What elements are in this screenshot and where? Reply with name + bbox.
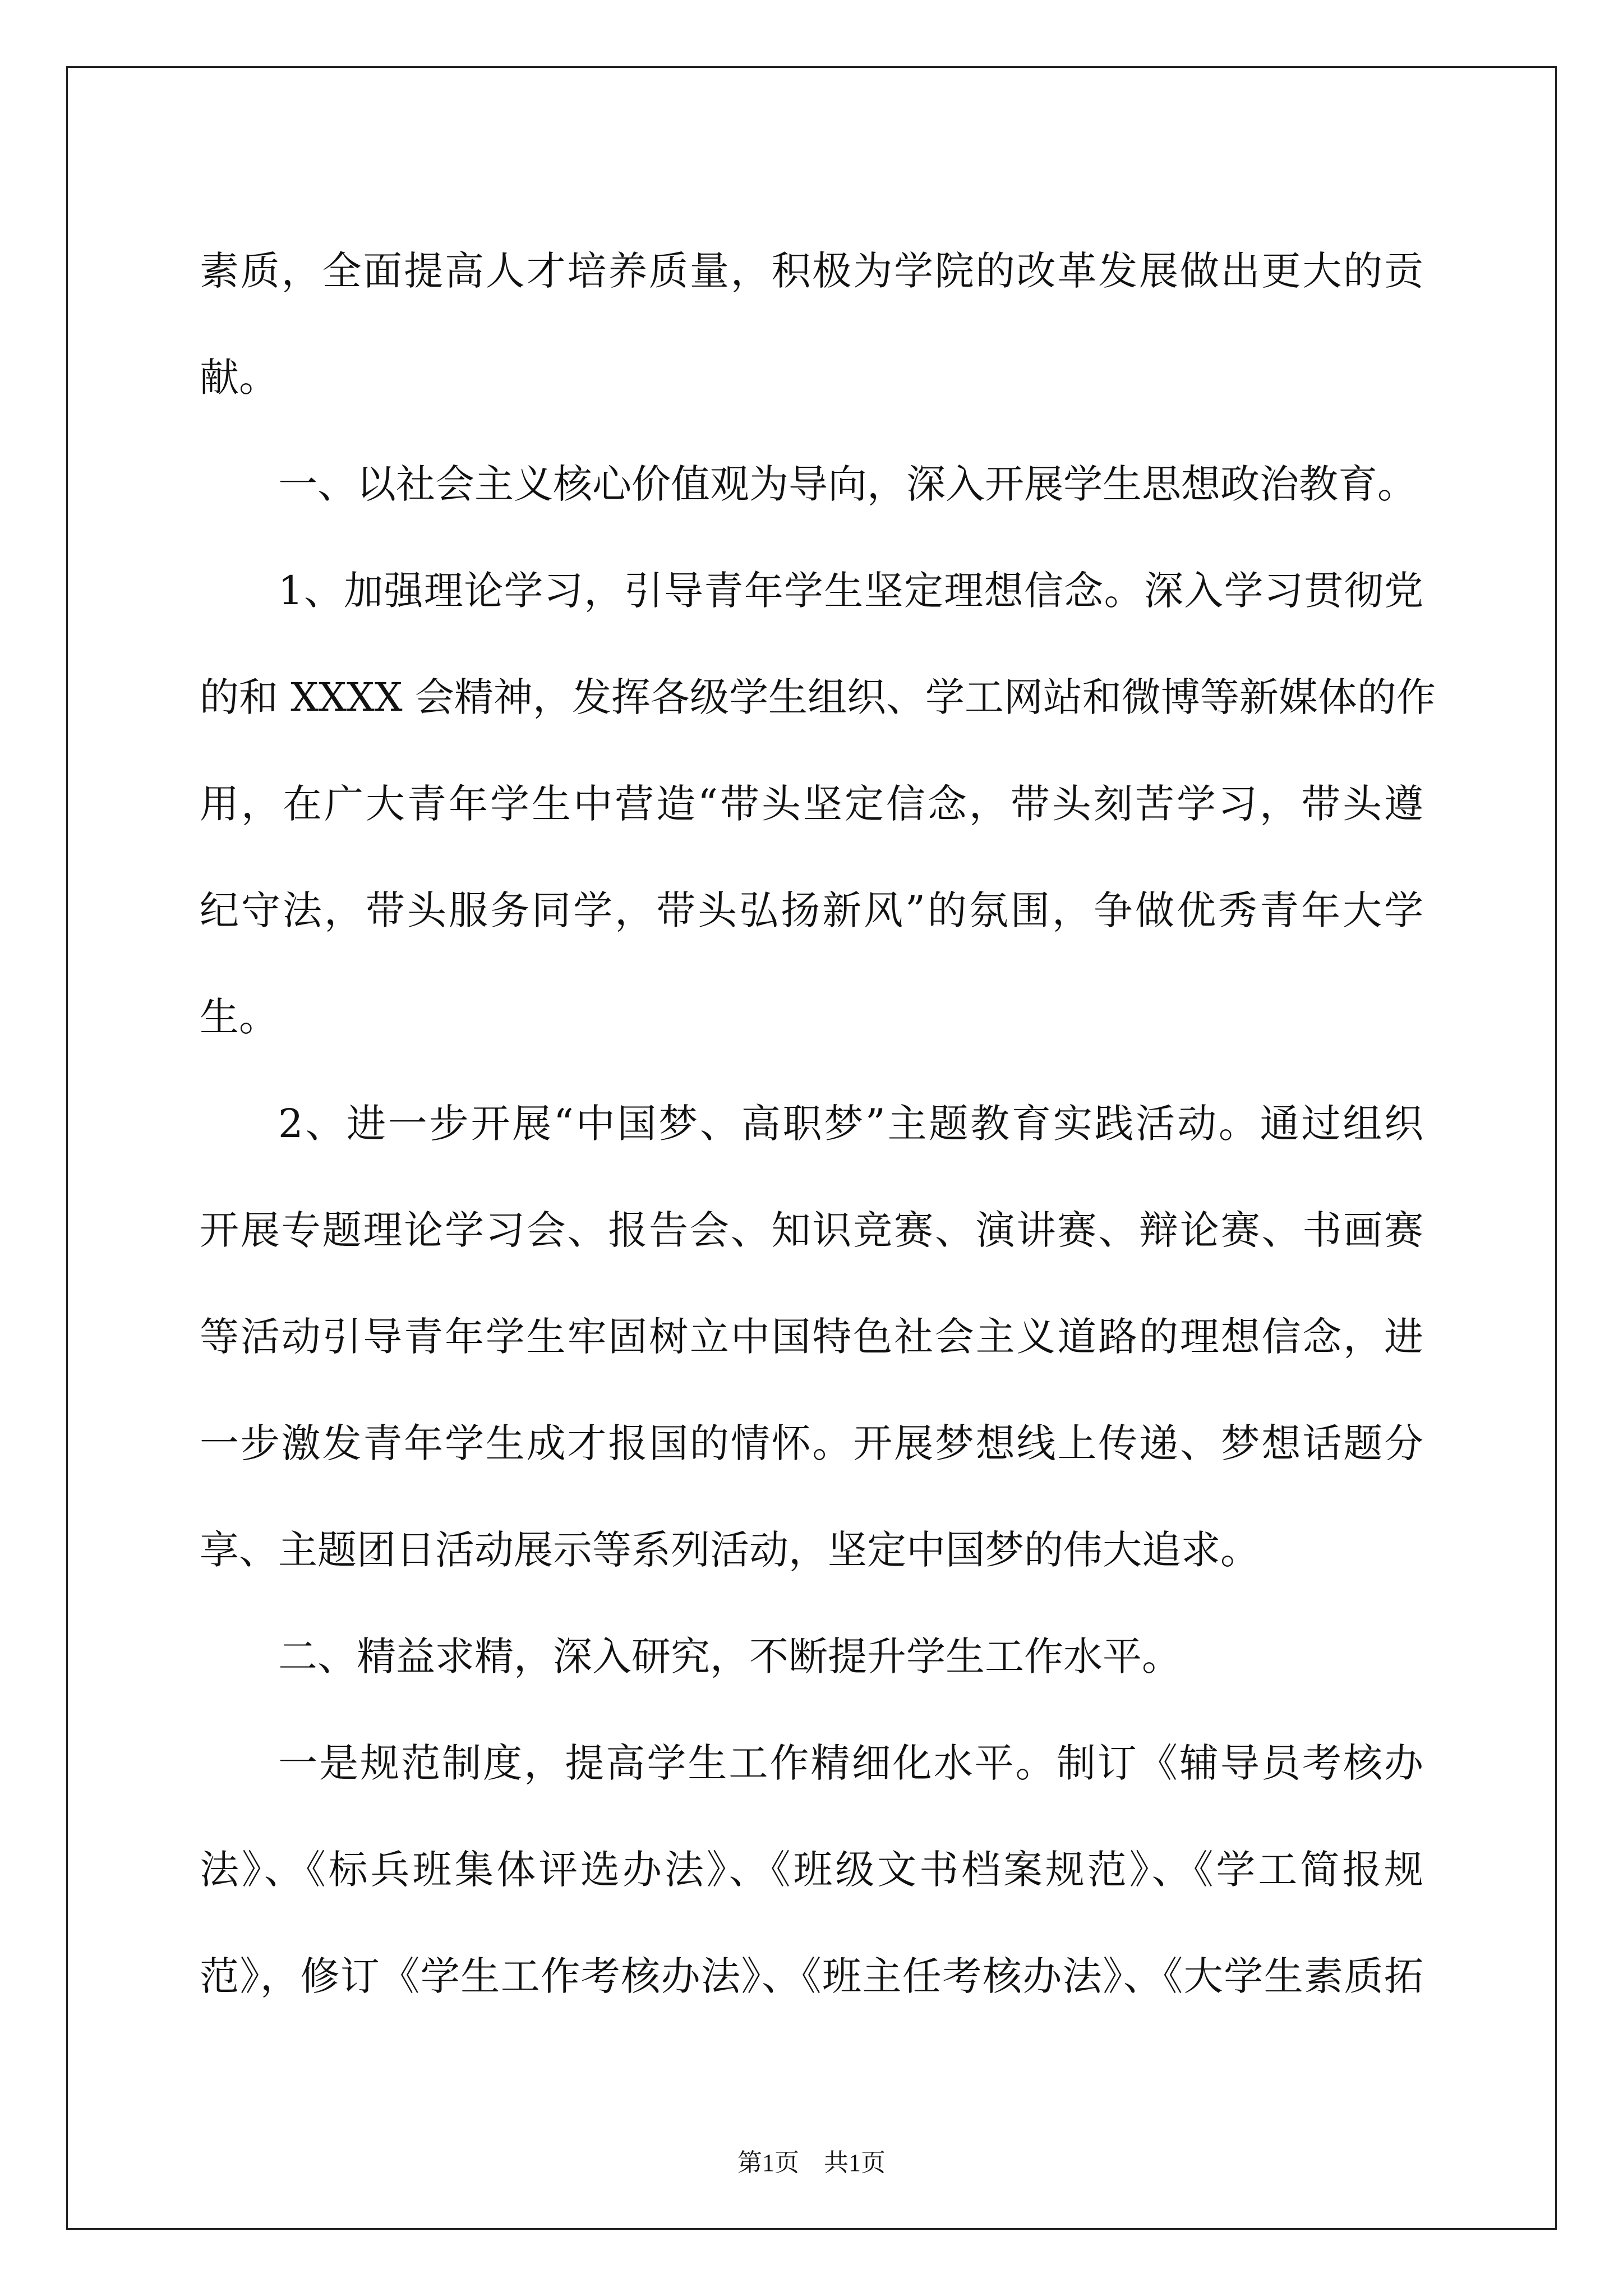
text-line: 2、进一步开展“中国梦、高职梦”主题教育实践活动。通过组织 xyxy=(278,1101,1423,1147)
text-line: 用，在广大青年学生中营造“带头坚定信念，带头刻苦学习，带头遵 xyxy=(200,781,1423,827)
document-body xyxy=(200,218,1436,2030)
text-line: 的和 XXXX 会精神，发挥各级学生组织、学工网站和微博等新媒体的作 xyxy=(200,674,1436,720)
text-line: 素质，全面提高人才培养质量，积极为学院的改革发展做出更大的贡 xyxy=(200,248,1423,294)
page-number-footer: 第1页 共1页 xyxy=(737,2149,886,2177)
text-line: 纪守法，带头服务同学，带头弘扬新风”的氛围，争做优秀青年大学 xyxy=(200,887,1423,933)
text-line: 生。 xyxy=(200,994,278,1040)
text-line: 范》，修订《学生工作考核办法》、《班主任考核办法》、《大学生素质拓 xyxy=(200,1953,1423,1999)
text-line: 法》、《标兵班集体评选办法》、《班级文书档案规范》、《学工简报规 xyxy=(200,1847,1423,1893)
text-line: 献。 xyxy=(200,355,278,401)
text-line: 一是规范制度，提高学生工作精细化水平。制订《辅导员考核办 xyxy=(278,1740,1423,1786)
section-heading: 二、精益求精，深入研究，不断提升学生工作水平。 xyxy=(278,1634,1181,1680)
text-line: 等活动引导青年学生牢固树立中国特色社会主义道路的理想信念，进 xyxy=(200,1314,1423,1360)
text-line: 开展专题理论学习会、报告会、知识竞赛、演讲赛、辩论赛、书画赛 xyxy=(200,1207,1423,1253)
text-line: 1、加强理论学习，引导青年学生坚定理想信念。深入学习贯彻党 xyxy=(278,568,1423,614)
text-line: 一步激发青年学生成才报国的情怀。开展梦想线上传递、梦想话题分 xyxy=(200,1420,1423,1466)
text-line: 享、主题团日活动展示等系列活动，坚定中国梦的伟大追求。 xyxy=(200,1527,1260,1573)
section-heading: 一、以社会主义核心价值观为导向，深入开展学生思想政治教育。 xyxy=(278,461,1417,507)
